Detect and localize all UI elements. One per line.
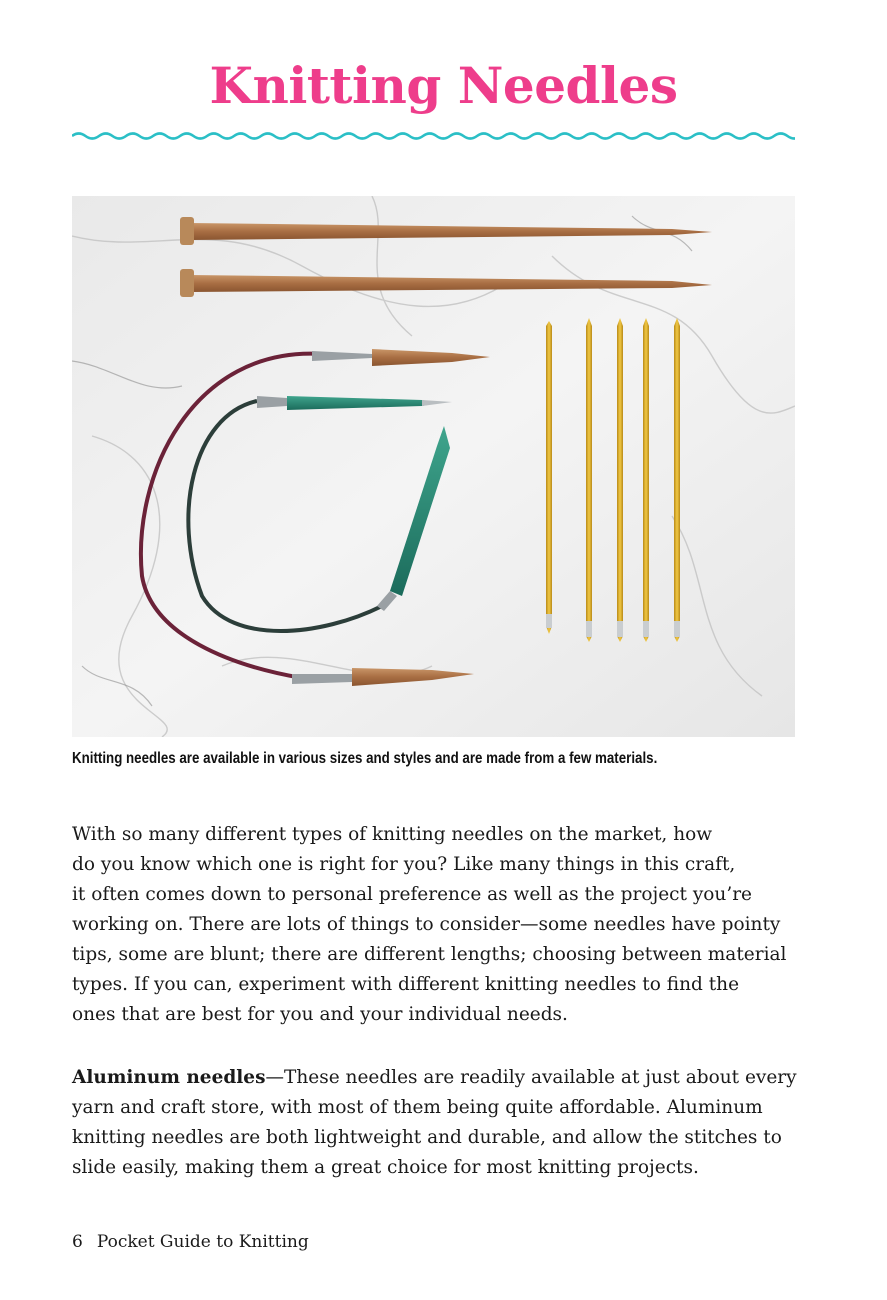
intro-paragraph: With so many different types of knitting needles on the market, how do you know which one is right for you? Like many things in this craft, it often comes down to personal preference as well as the project you’re working on. There are lots of things to consider—some needles have pointy tips, some are blunt; there are different lengths; choosing between material types. If you can, experiment with different knitting needles to find the ones that are best for you and your individual needs.	[72, 824, 787, 1025]
page-number: 6	[72, 1232, 83, 1252]
aluminum-heading: Aluminum needles	[72, 1067, 266, 1088]
wavy-divider	[72, 125, 795, 147]
page-title: Knitting Needles	[209, 56, 678, 115]
photo-caption: Knitting needles are available in various sizes and styles and are made from a few materials.	[72, 750, 658, 767]
needles-photo	[72, 196, 795, 737]
page-footer	[72, 1232, 309, 1252]
aluminum-paragraph: Aluminum needles—These needles are readily available at just about every yarn and craft store, with most of them being quite affordable. Aluminum knitting needles are both lightweight and durable, and allow the stitches to slide easily, making them a great choice for most knitting projects.	[72, 1067, 797, 1178]
book-title: Pocket Guide to Knitting	[96, 1232, 309, 1252]
